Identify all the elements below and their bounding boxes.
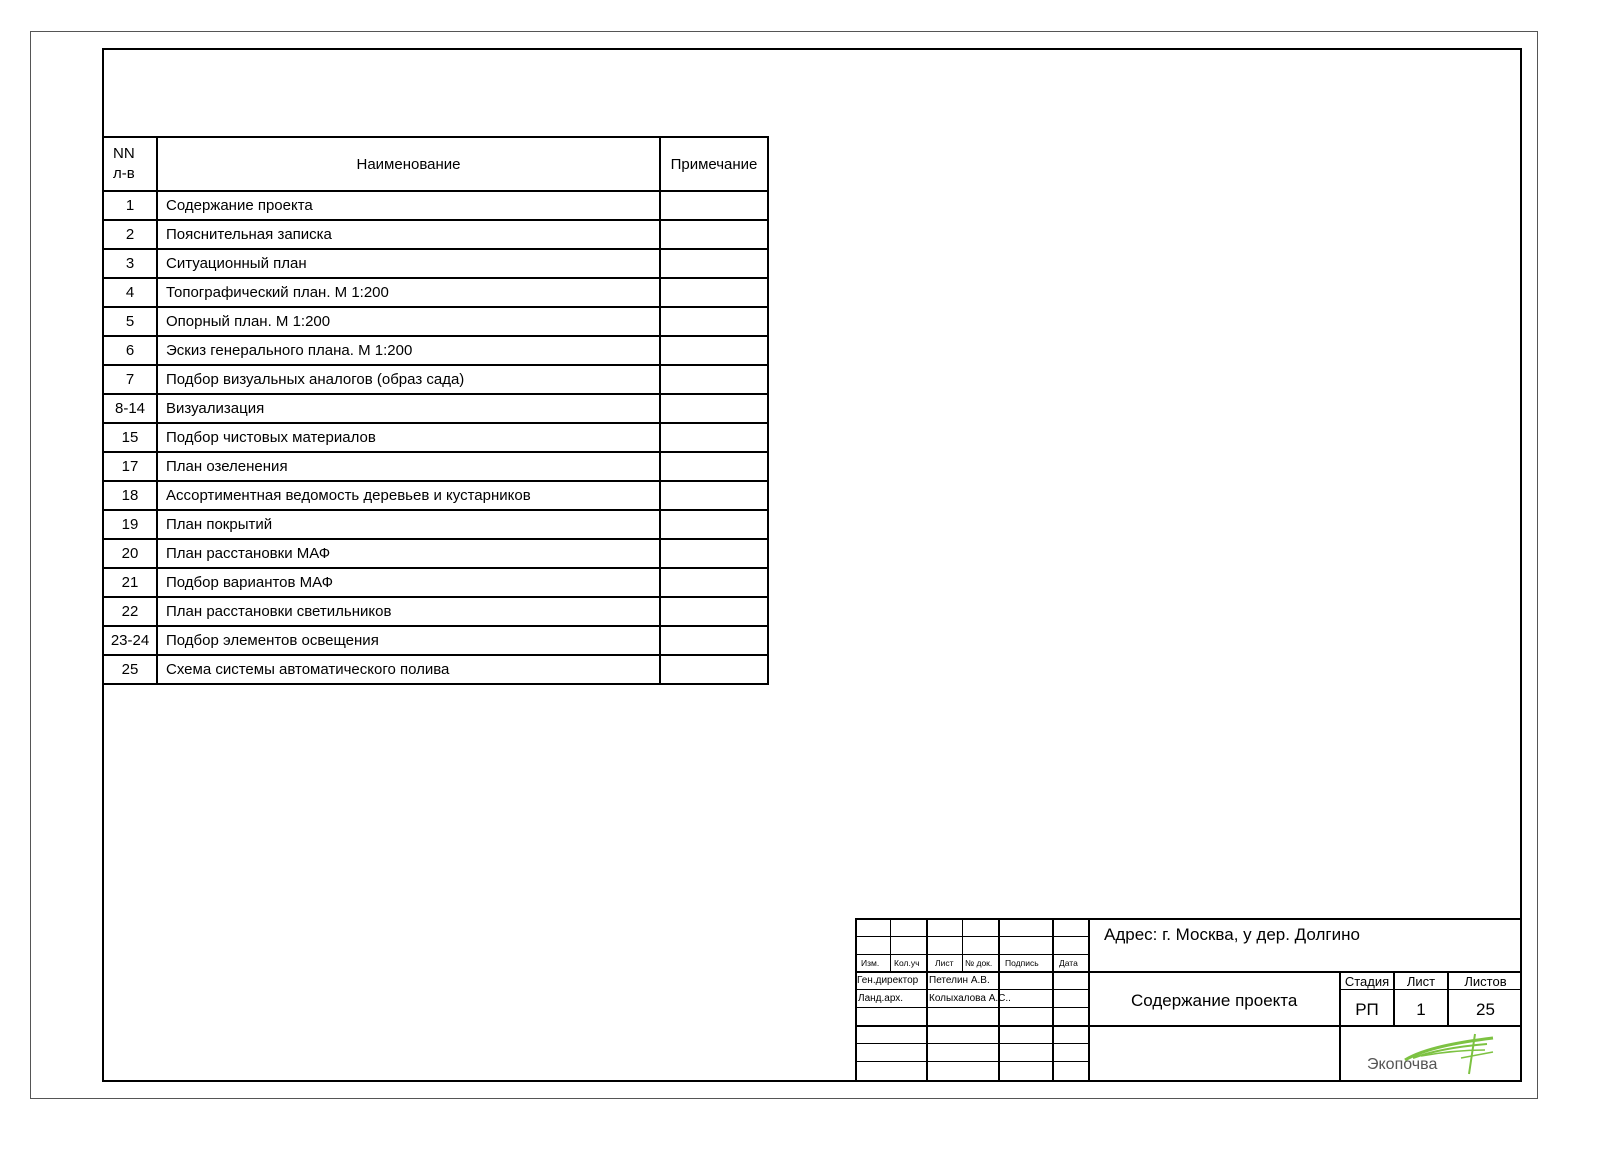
table-row [103, 481, 768, 510]
row-name: Эскиз генерального плана. М 1:200 [157, 336, 660, 365]
row-name: Схема системы автоматического полива [157, 655, 660, 684]
row-number: 21 [103, 568, 157, 597]
table-row [103, 278, 768, 307]
sheet-title: Содержание проекта [1131, 991, 1298, 1010]
row-name: План озеленения [157, 452, 660, 481]
row-name: Подбор элементов освещения [157, 626, 660, 655]
row-name: Пояснительная записка [157, 220, 660, 249]
row-note [660, 191, 768, 220]
col-list: Лист [935, 958, 954, 968]
col-doc-no: № док. [965, 958, 993, 968]
col-date: Дата [1059, 958, 1078, 968]
table-row [103, 365, 768, 394]
table-row [103, 452, 768, 481]
row-note [660, 394, 768, 423]
row-number: 6 [103, 336, 157, 365]
row-number: 18 [103, 481, 157, 510]
row-number: 22 [103, 597, 157, 626]
row-number: 8-14 [103, 394, 157, 423]
table-row [103, 568, 768, 597]
row-name: Подбор чистовых материалов [157, 423, 660, 452]
row-name: Топографический план. М 1:200 [157, 278, 660, 307]
table-row [103, 626, 768, 655]
row-note [660, 539, 768, 568]
row-name: План покрытий [157, 510, 660, 539]
role-gen-director: Ген.директор [857, 975, 919, 986]
sheet-label: Лист [1406, 974, 1436, 989]
row-name: План расстановки светильников [157, 597, 660, 626]
col-signature: Подпись [1005, 958, 1039, 968]
row-name: План расстановки МАФ [157, 539, 660, 568]
header-note: Примечание [660, 137, 768, 191]
header-name: Наименование [157, 137, 660, 191]
row-name: Опорный план. М 1:200 [157, 307, 660, 336]
table-row [103, 336, 768, 365]
row-note [660, 510, 768, 539]
title-block [855, 918, 1522, 1082]
row-number: 5 [103, 307, 157, 336]
table-row [103, 539, 768, 568]
row-number: 25 [103, 655, 157, 684]
table-row [103, 655, 768, 684]
project-address: Адрес: г. Москва, у дер. Долгино [1104, 925, 1360, 944]
row-name: Подбор вариантов МАФ [157, 568, 660, 597]
table-row [103, 220, 768, 249]
row-name: Подбор визуальных аналогов (образ сада) [157, 365, 660, 394]
sheets-table-body [103, 191, 768, 684]
row-note [660, 220, 768, 249]
stage-value: РП [1355, 1000, 1379, 1019]
sheets-table-header [103, 137, 768, 191]
row-number: 4 [103, 278, 157, 307]
row-number: 20 [103, 539, 157, 568]
row-note [660, 423, 768, 452]
sheets-table [102, 136, 769, 685]
name-land-arch: Колыхалова А.С.. [929, 993, 1011, 1004]
table-row [103, 597, 768, 626]
row-note [660, 249, 768, 278]
row-number: 15 [103, 423, 157, 452]
row-note [660, 597, 768, 626]
row-name: Визуализация [157, 394, 660, 423]
sheets-label: Листов [1464, 974, 1507, 989]
row-note [660, 481, 768, 510]
row-note [660, 278, 768, 307]
row-note [660, 655, 768, 684]
row-number: 19 [103, 510, 157, 539]
name-gen-director: Петелин А.В. [929, 975, 990, 986]
row-number: 2 [103, 220, 157, 249]
col-kol-uch: Кол.уч [894, 958, 920, 968]
logo-text: Экопочва [1367, 1056, 1438, 1073]
row-note [660, 336, 768, 365]
table-row [103, 510, 768, 539]
row-number: 17 [103, 452, 157, 481]
header-number: NN л-в [103, 137, 157, 191]
row-note [660, 626, 768, 655]
stage-label: Стадия [1344, 974, 1390, 989]
row-number: 3 [103, 249, 157, 278]
sheets-total-value: 25 [1476, 1000, 1495, 1019]
row-note [660, 568, 768, 597]
row-name: Ситуационный план [157, 249, 660, 278]
table-row [103, 191, 768, 220]
table-row [103, 394, 768, 423]
table-row [103, 249, 768, 278]
table-row [103, 423, 768, 452]
table-row [103, 307, 768, 336]
row-note [660, 307, 768, 336]
sheet-value: 1 [1416, 1000, 1426, 1019]
row-number: 23-24 [103, 626, 157, 655]
row-number: 7 [103, 365, 157, 394]
row-number: 1 [103, 191, 157, 220]
ekopochva-logo [1365, 1030, 1505, 1080]
role-land-arch: Ланд.арх. [858, 993, 904, 1004]
row-name: Содержание проекта [157, 191, 660, 220]
col-izm: Изм. [861, 958, 880, 968]
row-note [660, 365, 768, 394]
row-name: Ассортиментная ведомость деревьев и кустарников [157, 481, 660, 510]
row-note [660, 452, 768, 481]
